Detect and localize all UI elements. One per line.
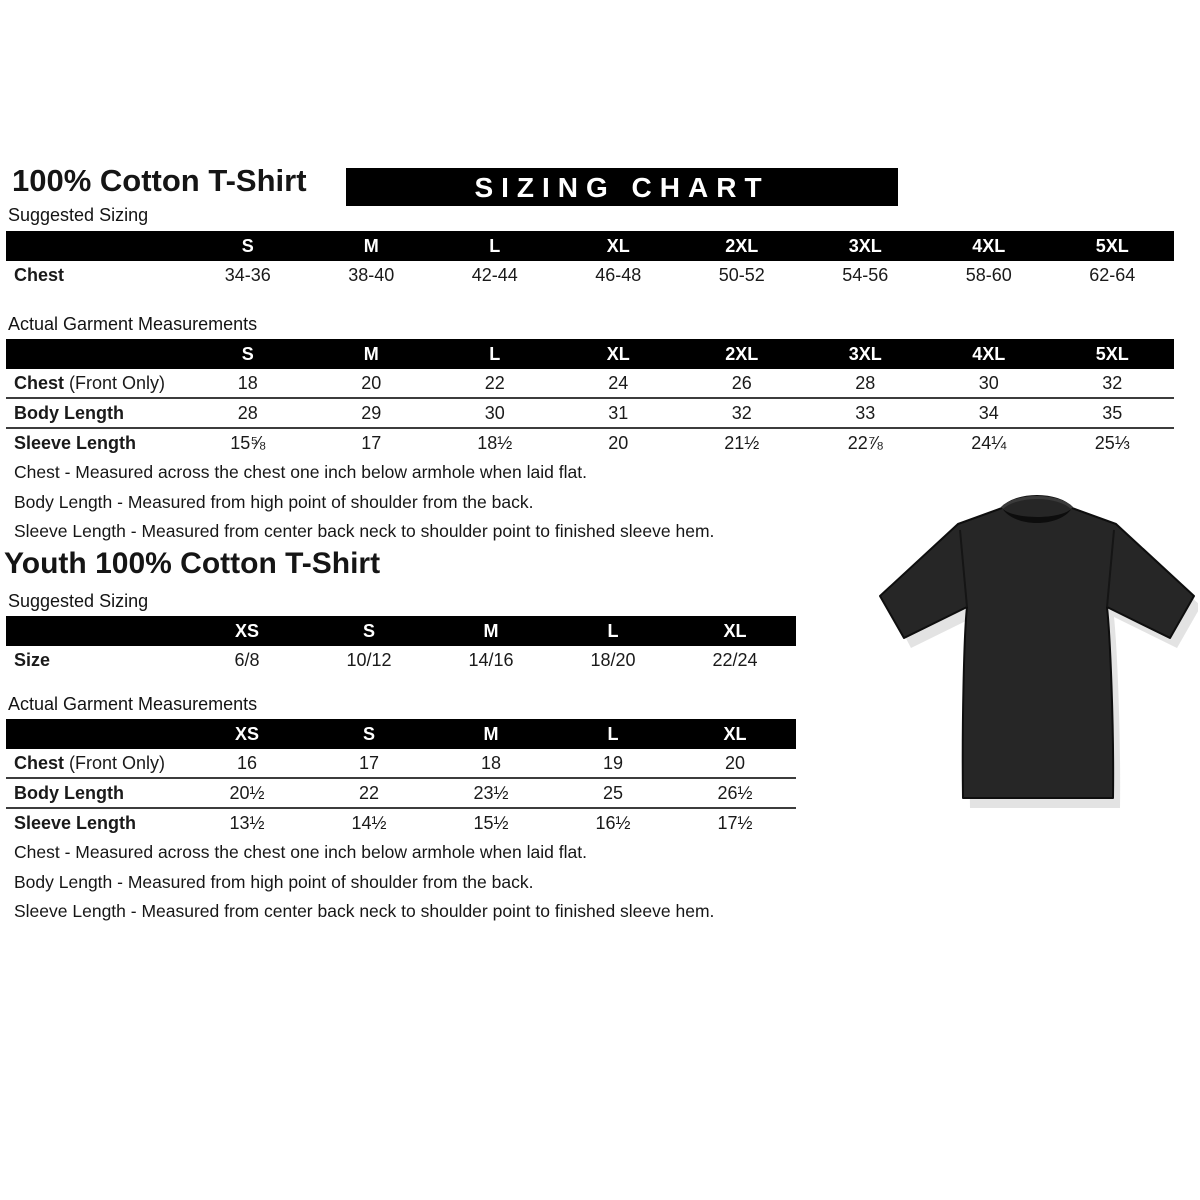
measurement-value: 20 [724, 752, 746, 773]
measurement-value: 23½ [430, 778, 552, 808]
measurement-value: 22 [484, 372, 505, 393]
size-column-header: M [430, 718, 552, 750]
measurement-value: 17 [310, 428, 434, 457]
size-column-header: S [186, 230, 310, 262]
corner-header [6, 615, 186, 647]
measurement-value: 14/16 [468, 649, 514, 670]
measurement-value: 25⅓ [1051, 428, 1175, 457]
measurement-value: 19 [602, 752, 624, 773]
measurement-note: Sleeve Length - Measured from center back neck to shoulder point to finished sleeve hem. [14, 901, 715, 921]
measurement-value: 42-44 [471, 264, 518, 285]
page-title: 100% Cotton T-Shirt [12, 163, 307, 198]
black-tshirt-image [876, 478, 1198, 814]
size-column-header: 3XL [804, 230, 928, 262]
adult-measurement-notes [14, 458, 714, 547]
size-column-header: XS [186, 718, 308, 750]
table-row [6, 369, 1174, 398]
measurement-value: 31 [557, 398, 681, 428]
size-column-header: XL [557, 338, 681, 370]
measurement-value: 28 [186, 398, 310, 428]
table-row [6, 646, 796, 674]
measurement-value: 62-64 [1089, 264, 1136, 285]
size-column-header: XL [674, 615, 796, 647]
adult-actual-measurements-table [6, 336, 1174, 457]
measurement-value: 32 [680, 398, 804, 428]
size-column-header: M [310, 338, 434, 370]
youth-suggested-sizing-table [6, 613, 796, 674]
measurement-value: 13½ [186, 808, 308, 837]
measurement-value: 34 [927, 398, 1051, 428]
size-column-header: 4XL [927, 230, 1051, 262]
measurement-value: 22 [308, 778, 430, 808]
size-column-header: XS [186, 615, 308, 647]
measurement-note: Chest - Measured across the chest one inch below armhole when laid flat. [14, 462, 587, 482]
size-column-header: L [552, 718, 674, 750]
measurement-value: 58-60 [965, 264, 1012, 285]
measurement-value: 15⅝ [186, 428, 310, 457]
row-label: Chest (Front Only) [14, 372, 166, 393]
size-column-header: 3XL [804, 338, 928, 370]
size-column-header: 2XL [680, 230, 804, 262]
size-column-header: L [433, 230, 557, 262]
measurement-value: 35 [1051, 398, 1175, 428]
measurement-value: 21½ [680, 428, 804, 457]
size-column-header: S [186, 338, 310, 370]
size-column-header: M [430, 615, 552, 647]
measurement-value: 17 [358, 752, 380, 773]
size-column-header: M [310, 230, 434, 262]
measurement-note: Chest - Measured across the chest one inch below armhole when laid flat. [14, 842, 587, 862]
size-column-header: L [433, 338, 557, 370]
measurement-value: 25 [552, 778, 674, 808]
measurement-value: 54-56 [842, 264, 889, 285]
adult-suggested-sizing-table [6, 228, 1174, 289]
size-column-header: 5XL [1051, 230, 1175, 262]
measurement-value: 17½ [674, 808, 796, 837]
measurement-value: 15½ [430, 808, 552, 837]
size-column-header: 2XL [680, 338, 804, 370]
measurement-note: Sleeve Length - Measured from center back neck to shoulder point to finished sleeve hem. [14, 521, 715, 541]
table-header-row [6, 615, 796, 647]
measurement-value: 30 [978, 372, 999, 393]
corner-header [6, 718, 186, 750]
adult-suggested-sizing-label: Suggested Sizing [8, 205, 149, 225]
measurement-value: 50-52 [718, 264, 765, 285]
table-header-row [6, 338, 1174, 370]
corner-header [6, 230, 186, 262]
measurement-note: Body Length - Measured from high point of shoulder from the back. [14, 491, 534, 512]
measurement-value: 18 [237, 372, 258, 393]
measurement-value: 20 [557, 428, 681, 457]
measurement-value: 18/20 [590, 649, 636, 670]
youth-page-title: Youth 100% Cotton T-Shirt [4, 547, 381, 580]
table-header-row [6, 230, 1174, 262]
row-label: Sleeve Length [6, 428, 186, 457]
measurement-value: 38-40 [348, 264, 395, 285]
table-row [6, 398, 1174, 428]
sizing-chart-banner: SIZING CHART [346, 168, 898, 206]
measurement-value: 14½ [308, 808, 430, 837]
measurement-value: 33 [804, 398, 928, 428]
measurement-value: 30 [433, 398, 557, 428]
measurement-value: 22/24 [712, 649, 758, 670]
row-label: Body Length [6, 398, 186, 428]
measurement-value: 26½ [674, 778, 796, 808]
measurement-value: 18 [480, 752, 502, 773]
size-column-header: 5XL [1051, 338, 1175, 370]
measurement-value: 26 [731, 372, 752, 393]
table-row [6, 808, 796, 837]
row-label: Chest [14, 264, 65, 285]
measurement-value: 28 [855, 372, 876, 393]
youth-actual-measurements-table [6, 716, 796, 837]
measurement-value: 20 [361, 372, 382, 393]
table-row [6, 261, 1174, 289]
size-column-header: XL [674, 718, 796, 750]
size-column-header: 4XL [927, 338, 1051, 370]
youth-actual-measurements-label: Actual Garment Measurements [8, 694, 258, 714]
row-label: Sleeve Length [6, 808, 186, 837]
adult-actual-measurements-label: Actual Garment Measurements [8, 314, 258, 334]
row-label: Body Length [6, 778, 186, 808]
measurement-value: 32 [1102, 372, 1123, 393]
corner-header [6, 338, 186, 370]
measurement-value: 24¼ [927, 428, 1051, 457]
measurement-value: 18½ [433, 428, 557, 457]
measurement-value: 10/12 [346, 649, 392, 670]
size-column-header: S [308, 718, 430, 750]
table-row [6, 778, 796, 808]
size-column-header: S [308, 615, 430, 647]
youth-measurement-notes [14, 838, 714, 927]
size-column-header: XL [557, 230, 681, 262]
measurement-value: 34-36 [224, 264, 271, 285]
measurement-value: 24 [608, 372, 629, 393]
measurement-value: 20½ [186, 778, 308, 808]
tshirt-photo-svg [876, 478, 1198, 814]
row-label: Size [14, 649, 51, 670]
measurement-value: 6/8 [234, 649, 260, 670]
youth-suggested-sizing-label: Suggested Sizing [8, 591, 149, 611]
table-row [6, 428, 1174, 457]
table-row [6, 749, 796, 778]
measurement-value: 16 [236, 752, 258, 773]
measurement-note: Body Length - Measured from high point of shoulder from the back. [14, 871, 534, 892]
measurement-value: 22⅞ [804, 428, 928, 457]
size-column-header: L [552, 615, 674, 647]
measurement-value: 46-48 [595, 264, 642, 285]
measurement-value: 16½ [552, 808, 674, 837]
row-label: Chest (Front Only) [14, 752, 166, 773]
measurement-value: 29 [310, 398, 434, 428]
table-header-row [6, 718, 796, 750]
